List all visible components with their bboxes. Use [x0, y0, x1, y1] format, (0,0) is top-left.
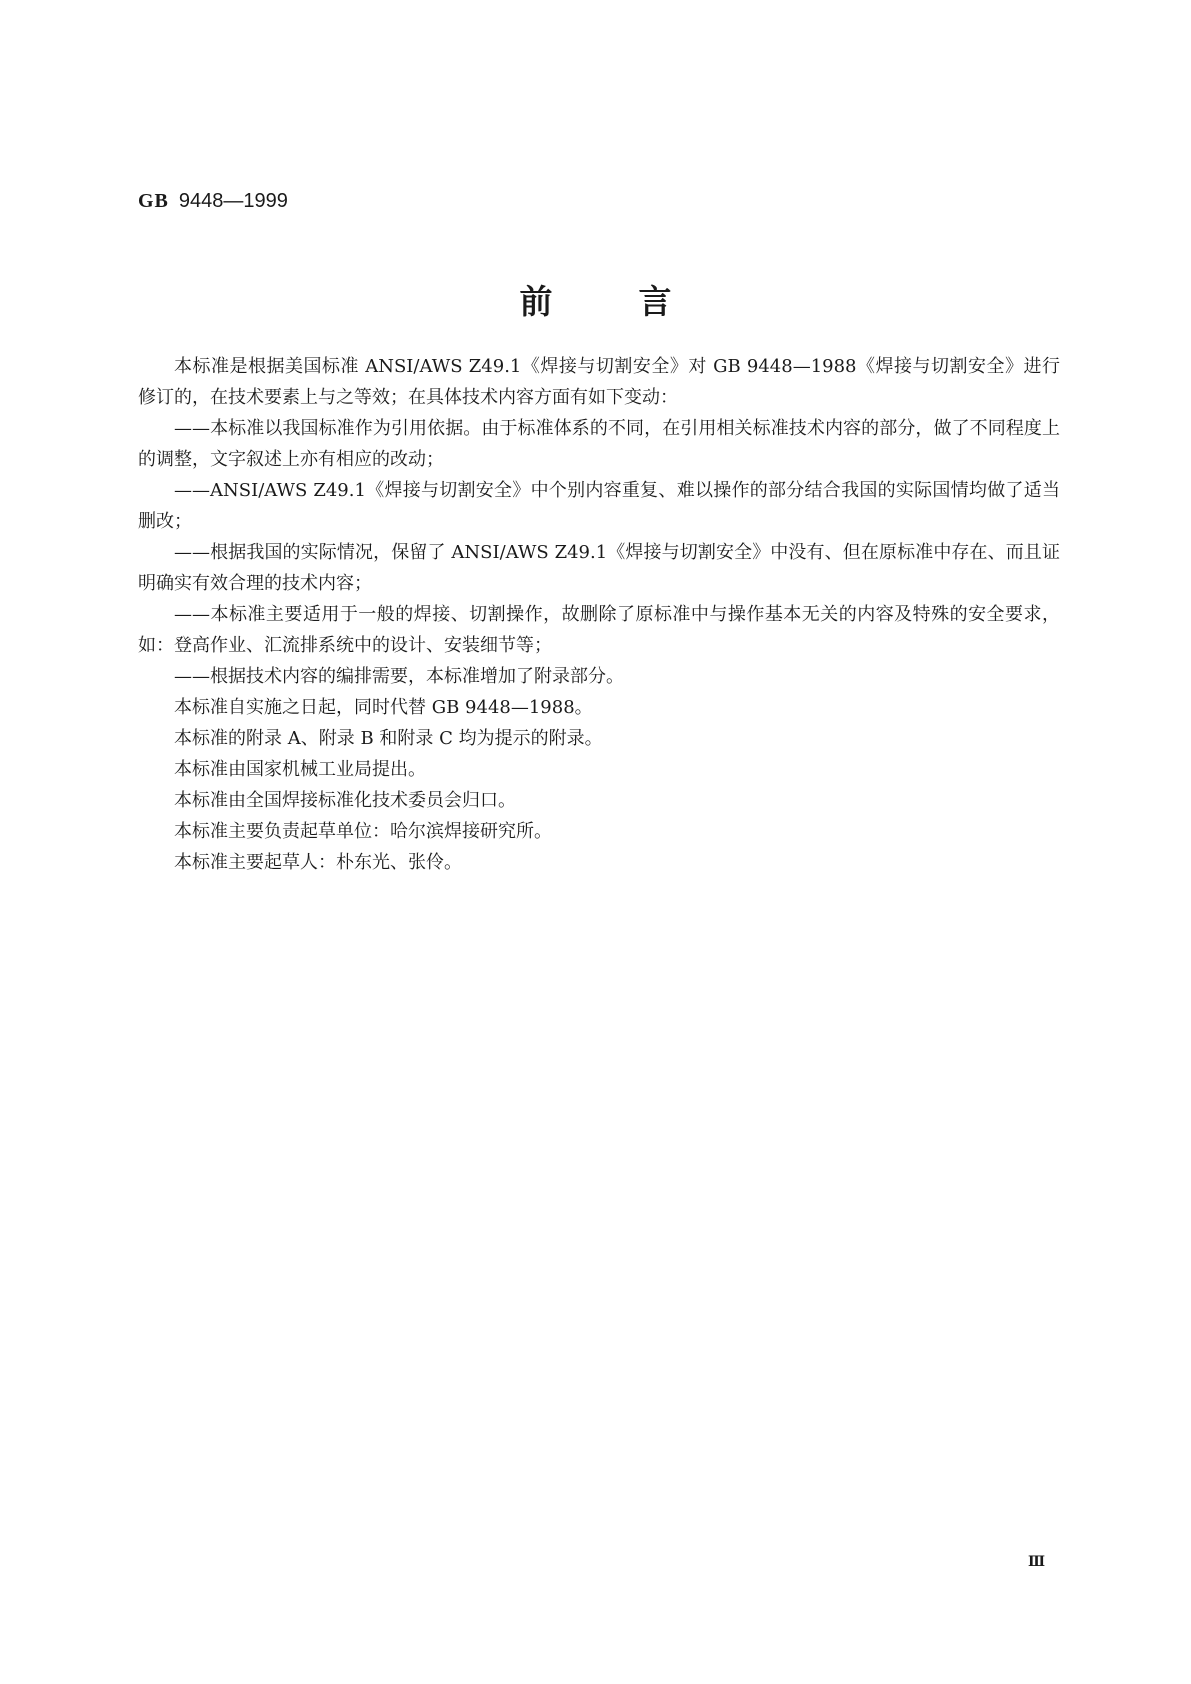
standard-code: GB	[138, 190, 169, 212]
paragraph: ——根据技术内容的编排需要，本标准增加了附录部分。	[174, 666, 624, 687]
paragraph: 本标准是根据美国标准 ANSI/AWS Z49.1《焊接与切割安全》对 GB 9448—1988《焊接与切割安全》进行修订的，在技术要素上与之等效；在具体技术内容方面有如下变动：	[138, 356, 1060, 408]
paragraph: ——本标准主要适用于一般的焊接、切割操作，故删除了原标准中与操作基本无关的内容及特殊的安全要求，如：登高作业、汇流排系统中的设计、安装细节等；	[138, 604, 1060, 656]
paragraph: 本标准由全国焊接标准化技术委员会归口。	[174, 790, 516, 811]
paragraph: 本标准主要负责起草单位：哈尔滨焊接研究所。	[174, 821, 552, 842]
paragraph: ——根据我国的实际情况，保留了 ANSI/AWS Z49.1《焊接与切割安全》中没有、但在原标准中存在、而且证明确实有效合理的技术内容；	[138, 542, 1060, 594]
paragraph: 本标准的附录 A、附录 B 和附录 C 均为提示的附录。	[174, 728, 603, 749]
paragraph: 本标准主要起草人：朴东光、张伶。	[174, 852, 462, 873]
paragraph: ——本标准以我国标准作为引用依据。由于标准体系的不同，在引用相关标准技术内容的部分，做了不同程度上的调整，文字叙述上亦有相应的改动；	[138, 418, 1060, 470]
page-number: Ⅲ	[1028, 1555, 1046, 1570]
foreword-body	[138, 351, 1060, 878]
page-title: 前言	[519, 282, 758, 321]
paragraph: 本标准自实施之日起，同时代替 GB 9448—1988。	[174, 697, 593, 718]
standard-number: 9448—1999	[178, 190, 288, 212]
document-header	[138, 186, 288, 215]
paragraph: ——ANSI/AWS Z49.1《焊接与切割安全》中个别内容重复、难以操作的部分结合我国的实际国情均做了适当删改；	[138, 480, 1060, 532]
paragraph: 本标准由国家机械工业局提出。	[174, 759, 426, 780]
